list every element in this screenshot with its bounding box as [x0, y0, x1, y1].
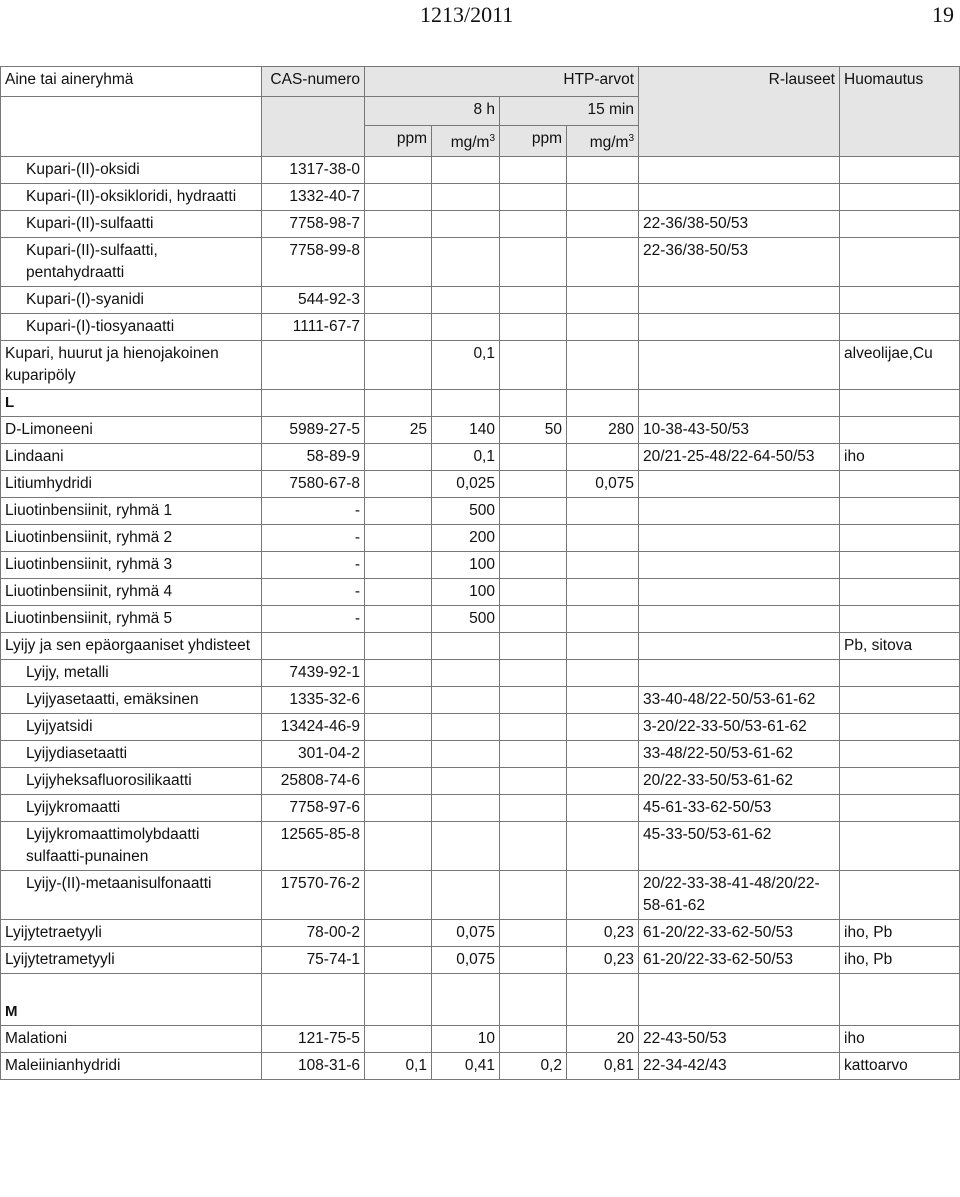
mg-15min [567, 741, 639, 768]
r-phrases [639, 525, 840, 552]
ppm-8h [365, 444, 432, 471]
r-phrases [639, 552, 840, 579]
substance-name: Malationi [1, 1026, 262, 1053]
note: iho, Pb [840, 947, 960, 974]
table-row [1, 498, 960, 525]
empty-cell [262, 974, 365, 1026]
ppm-8h [365, 633, 432, 660]
substance-name: Lyijytetrametyyli [1, 947, 262, 974]
table-row [1, 314, 960, 341]
mg-15min: 0,23 [567, 920, 639, 947]
r-phrases: 45-33-50/53-61-62 [639, 822, 840, 871]
mg-8h: 0,075 [432, 920, 500, 947]
mg-15min [567, 157, 639, 184]
header-blank-2 [262, 97, 365, 157]
mg-15min [567, 660, 639, 687]
ppm-15min [500, 660, 567, 687]
mg-15min [567, 314, 639, 341]
cas-number: 17570-76-2 [262, 871, 365, 920]
substance-name: Lyijytetraetyyli [1, 920, 262, 947]
table-row [1, 184, 960, 211]
substance-name: Lyijykromaatti [1, 795, 262, 822]
mg-8h: 140 [432, 417, 500, 444]
ppm-15min [500, 287, 567, 314]
cas-number: 108-31-6 [262, 1053, 365, 1080]
cas-number: 78-00-2 [262, 920, 365, 947]
table-row [1, 714, 960, 741]
cas-number: 7580-67-8 [262, 471, 365, 498]
ppm-15min [500, 871, 567, 920]
mg-15min [567, 211, 639, 238]
substance-name: Kupari-(I)-tiosyanaatti [1, 314, 262, 341]
header-notes: Huomautus [840, 67, 960, 157]
mg-8h [432, 238, 500, 287]
r-phrases: 45-61-33-62-50/53 [639, 795, 840, 822]
mg-15min [567, 341, 639, 390]
note [840, 498, 960, 525]
r-phrases [639, 341, 840, 390]
mg-8h [432, 314, 500, 341]
ppm-8h [365, 871, 432, 920]
ppm-15min: 50 [500, 417, 567, 444]
ppm-8h [365, 314, 432, 341]
table-row [1, 687, 960, 714]
table-row [1, 287, 960, 314]
note: iho [840, 444, 960, 471]
table-row [1, 871, 960, 920]
substance-name: Liuotinbensiinit, ryhmä 3 [1, 552, 262, 579]
cas-number: 1111-67-7 [262, 314, 365, 341]
table-row [1, 822, 960, 871]
ppm-8h [365, 341, 432, 390]
ppm-15min [500, 822, 567, 871]
substance-name: Kupari-(II)-sulfaatti, pentahydraatti [1, 238, 262, 287]
ppm-15min [500, 341, 567, 390]
ppm-15min [500, 714, 567, 741]
r-phrases: 22-36/38-50/53 [639, 211, 840, 238]
table-row [1, 741, 960, 768]
ppm-15min [500, 552, 567, 579]
ppm-15min [500, 687, 567, 714]
substance-name: Lindaani [1, 444, 262, 471]
header-substance: Aine tai aineryhmä [1, 67, 262, 97]
note [840, 822, 960, 871]
r-phrases [639, 314, 840, 341]
cas-number [262, 341, 365, 390]
ppm-8h [365, 947, 432, 974]
empty-cell [500, 974, 567, 1026]
empty-cell [639, 974, 840, 1026]
ppm-8h: 0,1 [365, 1053, 432, 1080]
r-phrases [639, 606, 840, 633]
note [840, 871, 960, 920]
section-row [1, 974, 960, 1026]
table-row [1, 920, 960, 947]
mg-8h: 0,1 [432, 444, 500, 471]
cas-number: 7758-97-6 [262, 795, 365, 822]
header-cas: CAS-numero [262, 67, 365, 97]
mg-15min [567, 714, 639, 741]
ppm-15min [500, 768, 567, 795]
cas-number: 7758-99-8 [262, 238, 365, 287]
r-phrases: 20/22-33-50/53-61-62 [639, 768, 840, 795]
ppm-15min [500, 314, 567, 341]
substance-name: Lyijyheksafluorosilikaatti [1, 768, 262, 795]
note: iho, Pb [840, 920, 960, 947]
empty-cell [567, 974, 639, 1026]
ppm-15min [500, 920, 567, 947]
cas-number [262, 633, 365, 660]
substance-name: Kupari-(II)-oksikloridi, hydraatti [1, 184, 262, 211]
document-number: 1213/2011 [420, 2, 514, 27]
mg-8h: 0,1 [432, 341, 500, 390]
empty-cell [262, 390, 365, 417]
mg-8h: 0,025 [432, 471, 500, 498]
note [840, 287, 960, 314]
mg-15min [567, 498, 639, 525]
substance-name: Lyijydiasetaatti [1, 741, 262, 768]
substance-name: Lyijyasetaatti, emäksinen [1, 687, 262, 714]
table-row [1, 211, 960, 238]
note: iho [840, 1026, 960, 1053]
table-row [1, 238, 960, 287]
r-phrases: 10-38-43-50/53 [639, 417, 840, 444]
r-phrases: 22-34-42/43 [639, 1053, 840, 1080]
ppm-8h [365, 822, 432, 871]
note [840, 714, 960, 741]
substance-name: D-Limoneeni [1, 417, 262, 444]
cas-number: 12565-85-8 [262, 822, 365, 871]
mg-8h [432, 184, 500, 211]
substance-name: Lyijyatsidi [1, 714, 262, 741]
ppm-8h [365, 525, 432, 552]
mg-15min [567, 552, 639, 579]
empty-cell [365, 974, 432, 1026]
header-htp: HTP-arvot [365, 67, 639, 97]
ppm-8h [365, 498, 432, 525]
ppm-15min [500, 498, 567, 525]
cas-number: 1335-32-6 [262, 687, 365, 714]
r-phrases [639, 157, 840, 184]
substance-name: Liuotinbensiinit, ryhmä 1 [1, 498, 262, 525]
table-row [1, 633, 960, 660]
ppm-8h [365, 687, 432, 714]
r-phrases [639, 579, 840, 606]
mg-15min [567, 525, 639, 552]
page-number: 19 [932, 2, 954, 27]
ppm-15min [500, 184, 567, 211]
cas-number: - [262, 552, 365, 579]
ppm-15min [500, 157, 567, 184]
mg-8h [432, 741, 500, 768]
note [840, 552, 960, 579]
cas-number: 75-74-1 [262, 947, 365, 974]
r-phrases [639, 633, 840, 660]
ppm-8h [365, 211, 432, 238]
note [840, 768, 960, 795]
substance-name: Lyijy-(II)-metaanisulfonaatti [1, 871, 262, 920]
ppm-8h [365, 471, 432, 498]
note [840, 525, 960, 552]
ppm-8h [365, 768, 432, 795]
ppm-8h [365, 795, 432, 822]
substance-name: Kupari-(II)-sulfaatti [1, 211, 262, 238]
section-letter-l: L [1, 390, 262, 417]
table-row [1, 341, 960, 390]
mg-15min [567, 871, 639, 920]
table-row [1, 606, 960, 633]
ppm-8h [365, 579, 432, 606]
header-15min: 15 min [500, 97, 639, 126]
cas-number: 7439-92-1 [262, 660, 365, 687]
ppm-8h [365, 741, 432, 768]
mg-8h [432, 871, 500, 920]
cas-number: 544-92-3 [262, 287, 365, 314]
r-phrases [639, 471, 840, 498]
mg-15min [567, 184, 639, 211]
substance-name: Kupari-(II)-oksidi [1, 157, 262, 184]
cas-number: 1317-38-0 [262, 157, 365, 184]
mg-8h: 0,075 [432, 947, 500, 974]
ppm-8h [365, 920, 432, 947]
r-phrases [639, 498, 840, 525]
ppm-15min [500, 1026, 567, 1053]
r-phrases [639, 660, 840, 687]
substance-name: Liuotinbensiinit, ryhmä 4 [1, 579, 262, 606]
ppm-8h [365, 238, 432, 287]
section-row [1, 390, 960, 417]
ppm-8h [365, 157, 432, 184]
note [840, 184, 960, 211]
note [840, 795, 960, 822]
empty-cell [639, 390, 840, 417]
mg-8h: 500 [432, 498, 500, 525]
header-r-phrases: R-lauseet [639, 67, 840, 157]
mg-15min [567, 579, 639, 606]
note [840, 471, 960, 498]
table-row [1, 768, 960, 795]
ppm-8h [365, 287, 432, 314]
ppm-15min [500, 525, 567, 552]
r-phrases [639, 287, 840, 314]
mg-15min: 20 [567, 1026, 639, 1053]
table-row [1, 157, 960, 184]
substance-name: Lyijykromaattimolybdaatti sulfaatti-punainen [1, 822, 262, 871]
cas-number: 25808-74-6 [262, 768, 365, 795]
mg-15min: 0,23 [567, 947, 639, 974]
cas-number: - [262, 579, 365, 606]
exposure-limits-table [0, 66, 960, 1080]
mg-8h [432, 795, 500, 822]
ppm-8h [365, 714, 432, 741]
ppm-15min [500, 211, 567, 238]
table-row [1, 947, 960, 974]
table-row [1, 1026, 960, 1053]
r-phrases: 20/22-33-38-41-48/20/22-58-61-62 [639, 871, 840, 920]
ppm-15min [500, 606, 567, 633]
ppm-8h [365, 1026, 432, 1053]
empty-cell [840, 974, 960, 1026]
ppm-8h [365, 552, 432, 579]
mg-15min [567, 238, 639, 287]
ppm-15min [500, 795, 567, 822]
table-row [1, 552, 960, 579]
cas-number: - [262, 606, 365, 633]
r-phrases: 22-36/38-50/53 [639, 238, 840, 287]
mg-8h: 10 [432, 1026, 500, 1053]
substance-name: Liuotinbensiinit, ryhmä 5 [1, 606, 262, 633]
r-phrases: 61-20/22-33-62-50/53 [639, 920, 840, 947]
note: kattoarvo [840, 1053, 960, 1080]
empty-cell [500, 390, 567, 417]
mg-8h [432, 768, 500, 795]
header-ppm-15min: ppm [500, 126, 567, 157]
mg-8h [432, 211, 500, 238]
mg-8h: 0,41 [432, 1053, 500, 1080]
section-letter-m: M [1, 974, 262, 1026]
note [840, 660, 960, 687]
table-row [1, 417, 960, 444]
r-phrases: 61-20/22-33-62-50/53 [639, 947, 840, 974]
ppm-15min [500, 947, 567, 974]
cas-number: 13424-46-9 [262, 714, 365, 741]
mg-15min [567, 606, 639, 633]
r-phrases [639, 184, 840, 211]
r-phrases: 33-48/22-50/53-61-62 [639, 741, 840, 768]
note: alveolijae,Cu [840, 341, 960, 390]
ppm-8h [365, 184, 432, 211]
substance-name: Kupari, huurut ja hienojakoinen kuparipöly [1, 341, 262, 390]
table-row [1, 795, 960, 822]
table-row [1, 444, 960, 471]
empty-cell [432, 974, 500, 1026]
substance-name: Liuotinbensiinit, ryhmä 2 [1, 525, 262, 552]
ppm-8h [365, 660, 432, 687]
table-row [1, 471, 960, 498]
note [840, 606, 960, 633]
note [840, 314, 960, 341]
mg-8h [432, 687, 500, 714]
mg-8h: 200 [432, 525, 500, 552]
mg-8h: 100 [432, 579, 500, 606]
substance-name: Kupari-(I)-syanidi [1, 287, 262, 314]
cas-number: 301-04-2 [262, 741, 365, 768]
empty-cell [567, 390, 639, 417]
ppm-8h: 25 [365, 417, 432, 444]
note [840, 417, 960, 444]
cas-number: 7758-98-7 [262, 211, 365, 238]
table-row [1, 525, 960, 552]
mg-8h [432, 660, 500, 687]
r-phrases: 3-20/22-33-50/53-61-62 [639, 714, 840, 741]
note [840, 687, 960, 714]
cas-number: 121-75-5 [262, 1026, 365, 1053]
mg-8h [432, 822, 500, 871]
substance-name: Litiumhydridi [1, 471, 262, 498]
mg-8h: 100 [432, 552, 500, 579]
ppm-15min: 0,2 [500, 1053, 567, 1080]
substance-name: Lyijy ja sen epäorgaaniset yhdisteet [1, 633, 262, 660]
r-phrases: 20/21-25-48/22-64-50/53 [639, 444, 840, 471]
ppm-15min [500, 741, 567, 768]
r-phrases: 33-40-48/22-50/53-61-62 [639, 687, 840, 714]
note [840, 238, 960, 287]
mg-15min [567, 444, 639, 471]
ppm-15min [500, 238, 567, 287]
cas-number: - [262, 525, 365, 552]
header-8h: 8 h [365, 97, 500, 126]
ppm-15min [500, 633, 567, 660]
cas-number: 1332-40-7 [262, 184, 365, 211]
mg-15min [567, 795, 639, 822]
note: Pb, sitova [840, 633, 960, 660]
cas-number: 5989-27-5 [262, 417, 365, 444]
note [840, 741, 960, 768]
mg-15min [567, 287, 639, 314]
header-ppm-8h: ppm [365, 126, 432, 157]
note [840, 579, 960, 606]
header-mg-15min: $mg/m^3$ [567, 126, 639, 157]
mg-15min [567, 822, 639, 871]
mg-8h [432, 714, 500, 741]
note [840, 211, 960, 238]
mg-15min: 0,81 [567, 1053, 639, 1080]
empty-cell [840, 390, 960, 417]
r-phrases: 22-43-50/53 [639, 1026, 840, 1053]
ppm-15min [500, 471, 567, 498]
mg-15min: 0,075 [567, 471, 639, 498]
mg-8h [432, 633, 500, 660]
cas-number: 58-89-9 [262, 444, 365, 471]
empty-cell [365, 390, 432, 417]
ppm-15min [500, 579, 567, 606]
mg-15min [567, 633, 639, 660]
mg-15min: 280 [567, 417, 639, 444]
table-row [1, 660, 960, 687]
header-mg-8h: $mg/m^3$ [432, 126, 500, 157]
header-blank-1 [1, 97, 262, 157]
substance-name: Lyijy, metalli [1, 660, 262, 687]
mg-15min [567, 768, 639, 795]
substance-name: Maleiinianhydridi [1, 1053, 262, 1080]
mg-15min [567, 687, 639, 714]
mg-8h [432, 287, 500, 314]
ppm-8h [365, 606, 432, 633]
note [840, 157, 960, 184]
table-row [1, 1053, 960, 1080]
mg-8h: 500 [432, 606, 500, 633]
table-row [1, 579, 960, 606]
empty-cell [432, 390, 500, 417]
ppm-15min [500, 444, 567, 471]
cas-number: - [262, 498, 365, 525]
mg-8h [432, 157, 500, 184]
